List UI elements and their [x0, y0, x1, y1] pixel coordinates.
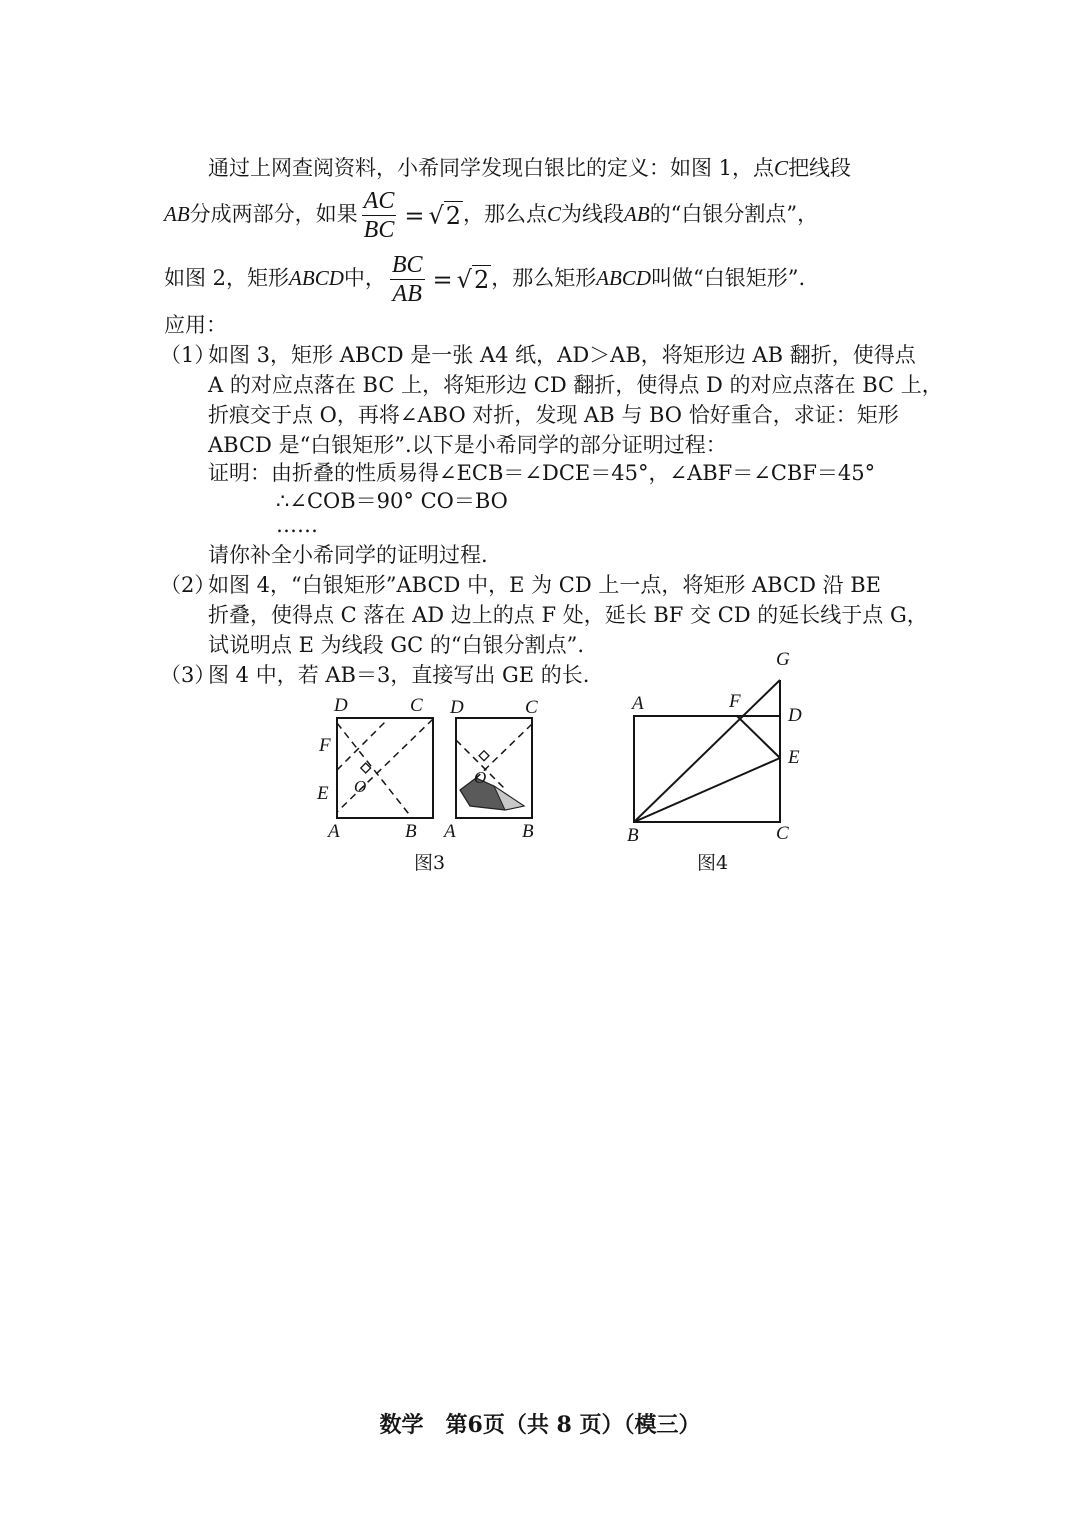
- fig3-right-label-c: C: [525, 697, 538, 718]
- fig3-left-label-b: B: [405, 821, 417, 842]
- fig3-left-rectangle: [337, 718, 433, 818]
- q1-line-1: 如图 3，矩形 ABCD 是一张 A4 纸，AD＞AB，将矩形边 AB 翻折，使得点: [208, 343, 916, 367]
- q1-line-4: ABCD 是“白银矩形”.以下是小希同学的部分证明过程：: [208, 433, 727, 457]
- q2-line-2: 折叠，使得点 C 落在 AD 边上的点 F 处，延长 BF 交 CD 的延长线于点 G，: [208, 603, 928, 627]
- fraction-bc-ab: $\frac{BC}{AB}$: [391, 252, 423, 307]
- fig4-label-a: A: [632, 693, 644, 714]
- fig3-left-label-a: A: [328, 821, 340, 842]
- q3-number: （3）: [160, 663, 216, 687]
- q1-proof-2: ∴∠COB＝90° CO＝BO: [276, 489, 508, 513]
- q1-proof-1: 证明：由折叠的性质易得∠ECB＝∠DCE＝45°，∠ABF＝∠CBF＝45°: [208, 461, 876, 485]
- intro-line-2: AB分成两部分，如果 $\frac{AC}{BC}$ = √2，那么点C为线段AB的“白银分割点”，: [164, 188, 819, 243]
- q2-line-1: 如图 4，“白银矩形”ABCD 中，E 为 CD 上一点，将矩形 ABCD 沿 BE: [208, 573, 882, 597]
- fig3-left-label-d: D: [334, 695, 348, 716]
- fig4-label-f: F: [729, 691, 741, 712]
- fig3-right-label-d: D: [450, 697, 464, 718]
- intro-line-3: 如图 2，矩形ABCD中， $\frac{BC}{AB}$ = √2，那么矩形ABCD叫做“白银矩形”.: [164, 252, 806, 307]
- q1-number: （1）: [160, 343, 216, 367]
- fig3-caption: 图3: [414, 852, 446, 874]
- fig3-right-rectangle: [456, 718, 532, 818]
- sqrt-2: √2: [428, 201, 462, 230]
- q2-number: （2）: [160, 573, 216, 597]
- page-footer: 数学 第6页（共 8 页）（模三）: [379, 1412, 701, 1438]
- fig4-label-e: E: [788, 747, 800, 768]
- fig3-right-label-o: O: [474, 768, 487, 787]
- fig4-caption: 图4: [697, 852, 729, 874]
- fig3-right-label-b: B: [522, 821, 534, 842]
- q1-ask: 请你补全小希同学的证明过程.: [208, 543, 488, 567]
- sqrt-2: √2: [456, 265, 490, 294]
- fig3-left-label-o: O: [354, 777, 367, 796]
- q1-proof-3: ……: [276, 513, 318, 537]
- intro-line-1: 通过上网查阅资料，小希同学发现白银比的定义：如图 1，点C把线段: [208, 156, 852, 180]
- fig4-label-g: G: [776, 649, 790, 670]
- fig4-label-b: B: [627, 825, 639, 846]
- fig4-label-d: D: [788, 705, 802, 726]
- q3-line-1: 图 4 中，若 AB＝3，直接写出 GE 的长.: [208, 663, 590, 687]
- fraction-ac-bc: $\frac{AC}{BC}$: [363, 188, 395, 243]
- fig4-diagram: [634, 680, 780, 822]
- fig3-right-label-a: A: [444, 821, 456, 842]
- application-title: 应用：: [164, 313, 227, 337]
- fig3-left-label-f: F: [319, 735, 331, 756]
- q2-line-3: 试说明点 E 为线段 GC 的“白银分割点”.: [208, 633, 585, 657]
- q1-line-3: 折痕交于点 O，再将∠ABO 对折，发现 AB 与 BO 恰好重合，求证：矩形: [208, 403, 899, 427]
- fig4-label-c: C: [776, 823, 789, 844]
- q1-line-2: A 的对应点落在 BC 上，将矩形边 CD 翻折，使得点 D 的对应点落在 BC 上，: [208, 373, 943, 397]
- fig3-left-label-e: E: [317, 783, 329, 804]
- fig3-left-label-c: C: [410, 695, 423, 716]
